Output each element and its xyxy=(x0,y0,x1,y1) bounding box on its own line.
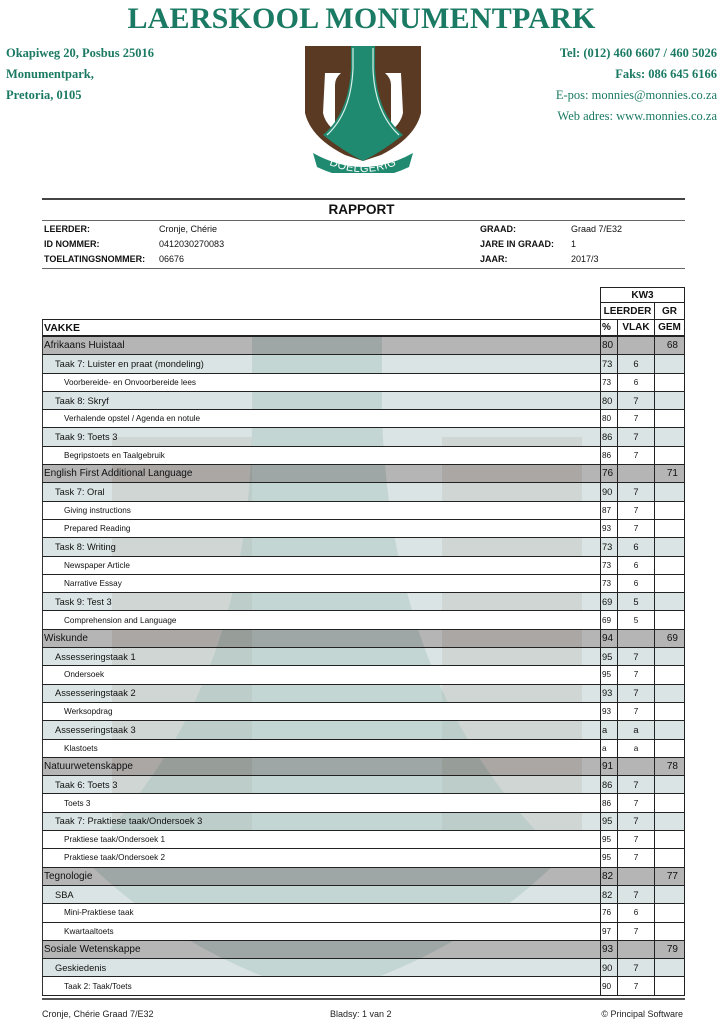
level-cell: 5 xyxy=(617,593,654,610)
grade-average-cell xyxy=(654,374,685,391)
level-cell: 7 xyxy=(617,447,654,464)
row-name: SBA xyxy=(42,886,600,903)
school-crest-icon xyxy=(303,43,423,173)
row-name: English First Additional Language xyxy=(42,465,600,482)
row-name: Newspaper Article xyxy=(42,557,600,574)
row-name: Taak 6: Toets 3 xyxy=(42,776,600,793)
item-row xyxy=(42,666,685,684)
grade-average-cell xyxy=(654,923,685,940)
footer-copyright: © Principal Software xyxy=(601,1009,683,1019)
grade-average-cell xyxy=(654,483,685,500)
learner-info-labels xyxy=(44,222,145,267)
row-name: Geskiedenis xyxy=(42,959,600,976)
row-name: Narrative Essay xyxy=(42,575,600,592)
id-number: 0412030270083 xyxy=(159,239,225,249)
grade-average-cell xyxy=(654,410,685,427)
row-name: Afrikaans Huistaal xyxy=(42,337,600,354)
contact-email: E-pos: monnies@monnies.co.za xyxy=(555,88,717,102)
level-cell: 6 xyxy=(617,904,654,921)
years-in-grade-value: 1 xyxy=(571,239,577,249)
task-row xyxy=(42,685,685,703)
grade-average-cell xyxy=(654,538,685,555)
grade-average-cell: 79 xyxy=(654,941,685,958)
percent-cell: 93 xyxy=(600,941,617,958)
level-cell: 7 xyxy=(617,813,654,830)
grade-average-cell xyxy=(654,977,685,994)
grade-average-column-header: GEM xyxy=(654,320,685,335)
level-cell: 7 xyxy=(617,923,654,940)
task-row xyxy=(42,959,685,977)
grade-average-cell: 78 xyxy=(654,758,685,775)
row-name: Ondersoek xyxy=(42,666,600,683)
row-name: Natuurwetenskappe xyxy=(42,758,600,775)
row-name: Task 7: Oral xyxy=(42,483,600,500)
row-name: Task 9: Test 3 xyxy=(42,593,600,610)
task-row xyxy=(42,721,685,739)
percent-cell: 94 xyxy=(600,630,617,647)
level-cell xyxy=(617,941,654,958)
item-row xyxy=(42,502,685,520)
task-row xyxy=(42,813,685,831)
row-name: Wiskunde xyxy=(42,630,600,647)
level-cell: a xyxy=(617,740,654,757)
level-column-header: VLAK xyxy=(617,320,654,335)
school-name: LAERSKOOL MONUMENTPARK xyxy=(127,2,596,35)
percent-cell: 87 xyxy=(600,502,617,519)
item-row xyxy=(42,923,685,941)
percent-cell: 95 xyxy=(600,831,617,848)
percent-cell: 73 xyxy=(600,374,617,391)
row-name: Assesseringstaak 3 xyxy=(42,721,600,738)
subject-row xyxy=(42,758,685,776)
row-name: Tegnologie xyxy=(42,868,600,885)
divider xyxy=(42,198,685,200)
level-cell: 7 xyxy=(617,520,654,537)
grade-average-cell xyxy=(654,666,685,683)
row-name: Taak 2: Taak/Toets xyxy=(42,977,600,994)
level-cell: 7 xyxy=(617,849,654,866)
percent-cell: 80 xyxy=(600,410,617,427)
percent-cell: 95 xyxy=(600,849,617,866)
percent-cell: 69 xyxy=(600,611,617,628)
years-in-grade-label: JARE IN GRAAD: xyxy=(480,239,555,249)
grade-average-cell xyxy=(654,721,685,738)
percent-cell: 73 xyxy=(600,355,617,372)
id-number-label: ID NOMMER: xyxy=(44,239,100,249)
contact-website: Web adres: www.monnies.co.za xyxy=(557,109,717,123)
learner-name: Cronje, Chérie xyxy=(159,224,218,234)
percent-cell: 86 xyxy=(600,428,617,445)
item-row xyxy=(42,977,685,995)
percent-cell: 73 xyxy=(600,538,617,555)
grade-average-cell xyxy=(654,428,685,445)
task-row xyxy=(42,392,685,410)
item-row xyxy=(42,849,685,867)
level-cell: 6 xyxy=(617,538,654,555)
row-name: Voorbereide- en Onvoorbereide lees xyxy=(42,374,600,391)
percent-cell: 91 xyxy=(600,758,617,775)
row-name: Praktiese taak/Ondersoek 2 xyxy=(42,849,600,866)
year-value: 2017/3 xyxy=(571,254,599,264)
footer-learner: Cronje, Chérie Graad 7/E32 xyxy=(42,1009,154,1019)
item-row xyxy=(42,520,685,538)
results-table xyxy=(42,319,685,996)
task-row xyxy=(42,428,685,446)
level-cell: 7 xyxy=(617,703,654,720)
year-label: JAAR: xyxy=(480,254,508,264)
percent-cell: 76 xyxy=(600,465,617,482)
grade-average-cell: 69 xyxy=(654,630,685,647)
level-cell: 7 xyxy=(617,502,654,519)
item-row xyxy=(42,557,685,575)
percent-cell: 73 xyxy=(600,557,617,574)
table-body xyxy=(42,337,685,996)
grade-label: GRAAD: xyxy=(480,224,516,234)
subjects-column-header: VAKKE xyxy=(42,320,600,335)
grade-average-cell xyxy=(654,886,685,903)
row-name: Werksopdrag xyxy=(42,703,600,720)
percent-cell: 69 xyxy=(600,593,617,610)
level-cell xyxy=(617,630,654,647)
contact-fax: Faks: 086 645 6166 xyxy=(615,67,717,81)
level-cell: 7 xyxy=(617,666,654,683)
task-row xyxy=(42,776,685,794)
grade-group-header: GR xyxy=(654,303,685,319)
item-row xyxy=(42,740,685,758)
item-row xyxy=(42,410,685,428)
school-contact xyxy=(556,43,717,127)
level-cell xyxy=(617,868,654,885)
grade-average-cell xyxy=(654,575,685,592)
level-cell: a xyxy=(617,721,654,738)
row-name: Giving instructions xyxy=(42,502,600,519)
level-cell: 7 xyxy=(617,483,654,500)
grade-average-cell: 68 xyxy=(654,337,685,354)
row-name: Begripstoets en Taalgebruik xyxy=(42,447,600,464)
admission-number: 06676 xyxy=(159,254,185,264)
address-line: Okapiweg 20, Posbus 25016 xyxy=(6,46,154,60)
percent-cell: a xyxy=(600,721,617,738)
item-row xyxy=(42,794,685,812)
table-header-row xyxy=(42,319,685,337)
level-cell: 7 xyxy=(617,392,654,409)
grade-average-cell xyxy=(654,355,685,372)
row-name: Taak 7: Luister en praat (mondeling) xyxy=(42,355,600,372)
grade-average-cell xyxy=(654,392,685,409)
item-row xyxy=(42,904,685,922)
term-header: KW3 xyxy=(600,287,685,303)
level-cell: 7 xyxy=(617,886,654,903)
grade-average-cell: 71 xyxy=(654,465,685,482)
item-row xyxy=(42,447,685,465)
grade-average-cell xyxy=(654,685,685,702)
row-name: Praktiese taak/Ondersoek 1 xyxy=(42,831,600,848)
learner-info-values xyxy=(159,222,224,267)
level-cell: 7 xyxy=(617,648,654,665)
task-row xyxy=(42,593,685,611)
row-name: Assesseringstaak 1 xyxy=(42,648,600,665)
grade-average-cell xyxy=(654,831,685,848)
percent-cell: 82 xyxy=(600,868,617,885)
learner-label: LEERDER: xyxy=(44,224,91,234)
level-cell: 6 xyxy=(617,575,654,592)
row-name: Kwartaaltoets xyxy=(42,923,600,940)
grade-average-cell xyxy=(654,593,685,610)
level-cell: 7 xyxy=(617,959,654,976)
grade-average-cell xyxy=(654,648,685,665)
school-address xyxy=(6,43,154,106)
grade-average-cell xyxy=(654,703,685,720)
level-cell xyxy=(617,758,654,775)
percent-cell: 90 xyxy=(600,959,617,976)
grade-info-values xyxy=(571,222,622,267)
percent-cell: 93 xyxy=(600,703,617,720)
row-name: Assesseringstaak 2 xyxy=(42,685,600,702)
percent-cell: 73 xyxy=(600,575,617,592)
grade-average-cell xyxy=(654,794,685,811)
percent-cell: 93 xyxy=(600,685,617,702)
percent-cell: 90 xyxy=(600,483,617,500)
grade-average-cell xyxy=(654,904,685,921)
level-cell: 7 xyxy=(617,410,654,427)
percent-cell: 80 xyxy=(600,337,617,354)
row-name: Task 8: Writing xyxy=(42,538,600,555)
row-name: Toets 3 xyxy=(42,794,600,811)
learner-group-header: LEERDER xyxy=(600,303,654,319)
row-name: Taak 7: Praktiese taak/Ondersoek 3 xyxy=(42,813,600,830)
percent-cell: 86 xyxy=(600,776,617,793)
percent-cell: 76 xyxy=(600,904,617,921)
item-row xyxy=(42,374,685,392)
level-cell: 7 xyxy=(617,977,654,994)
level-cell xyxy=(617,337,654,354)
row-name: Comprehension and Language xyxy=(42,611,600,628)
percent-cell: 80 xyxy=(600,392,617,409)
divider xyxy=(42,268,685,269)
grade-average-cell xyxy=(654,776,685,793)
row-name: Prepared Reading xyxy=(42,520,600,537)
contact-phone: Tel: (012) 460 6607 / 460 5026 xyxy=(559,46,717,60)
task-row xyxy=(42,886,685,904)
grade-value: Graad 7/E32 xyxy=(571,224,623,234)
item-row xyxy=(42,831,685,849)
item-row xyxy=(42,611,685,629)
address-line: Monumentpark, xyxy=(6,67,94,81)
level-cell: 7 xyxy=(617,685,654,702)
level-cell xyxy=(617,465,654,482)
admission-number-label: TOELATINGSNOMMER: xyxy=(44,254,146,264)
row-name: Verhalende opstel / Agenda en notule xyxy=(42,410,600,427)
percent-cell: 90 xyxy=(600,977,617,994)
row-name: Mini-Praktiese taak xyxy=(42,904,600,921)
grade-average-cell xyxy=(654,740,685,757)
subject-row xyxy=(42,630,685,648)
level-cell: 7 xyxy=(617,794,654,811)
level-cell: 7 xyxy=(617,776,654,793)
task-row xyxy=(42,538,685,556)
subject-row xyxy=(42,868,685,886)
subject-row xyxy=(42,337,685,355)
subject-row xyxy=(42,465,685,483)
percent-cell: 86 xyxy=(600,447,617,464)
grade-average-cell xyxy=(654,447,685,464)
level-cell: 5 xyxy=(617,611,654,628)
grade-average-cell xyxy=(654,557,685,574)
row-name: Sosiale Wetenskappe xyxy=(42,941,600,958)
grade-average-cell xyxy=(654,502,685,519)
row-name: Taak 8: Skryf xyxy=(42,392,600,409)
task-row xyxy=(42,355,685,373)
task-row xyxy=(42,483,685,501)
item-row xyxy=(42,575,685,593)
level-cell: 7 xyxy=(617,428,654,445)
percent-cell: 95 xyxy=(600,648,617,665)
footer-page-number: Bladsy: 1 van 2 xyxy=(330,1009,392,1019)
grade-average-cell xyxy=(654,611,685,628)
percent-cell: 86 xyxy=(600,794,617,811)
grade-average-cell: 77 xyxy=(654,868,685,885)
percent-column-header: % xyxy=(600,320,617,335)
grade-average-cell xyxy=(654,849,685,866)
school-motto: DOELGERIG xyxy=(327,156,399,173)
percent-cell: 82 xyxy=(600,886,617,903)
grade-average-cell xyxy=(654,520,685,537)
task-row xyxy=(42,648,685,666)
grade-average-cell xyxy=(654,959,685,976)
percent-cell: 93 xyxy=(600,520,617,537)
subject-row xyxy=(42,941,685,959)
grade-info-labels xyxy=(480,222,554,267)
level-cell: 6 xyxy=(617,374,654,391)
level-cell: 7 xyxy=(617,831,654,848)
level-cell: 6 xyxy=(617,557,654,574)
divider xyxy=(42,220,685,221)
grade-average-cell xyxy=(654,813,685,830)
percent-cell: 95 xyxy=(600,813,617,830)
address-line: Pretoria, 0105 xyxy=(6,88,82,102)
report-title: RAPPORT xyxy=(328,202,395,217)
item-row xyxy=(42,703,685,721)
row-name: Klastoets xyxy=(42,740,600,757)
percent-cell: 97 xyxy=(600,923,617,940)
divider xyxy=(42,998,685,1000)
percent-cell: a xyxy=(600,740,617,757)
row-name: Taak 9: Toets 3 xyxy=(42,428,600,445)
level-cell: 6 xyxy=(617,355,654,372)
percent-cell: 95 xyxy=(600,666,617,683)
